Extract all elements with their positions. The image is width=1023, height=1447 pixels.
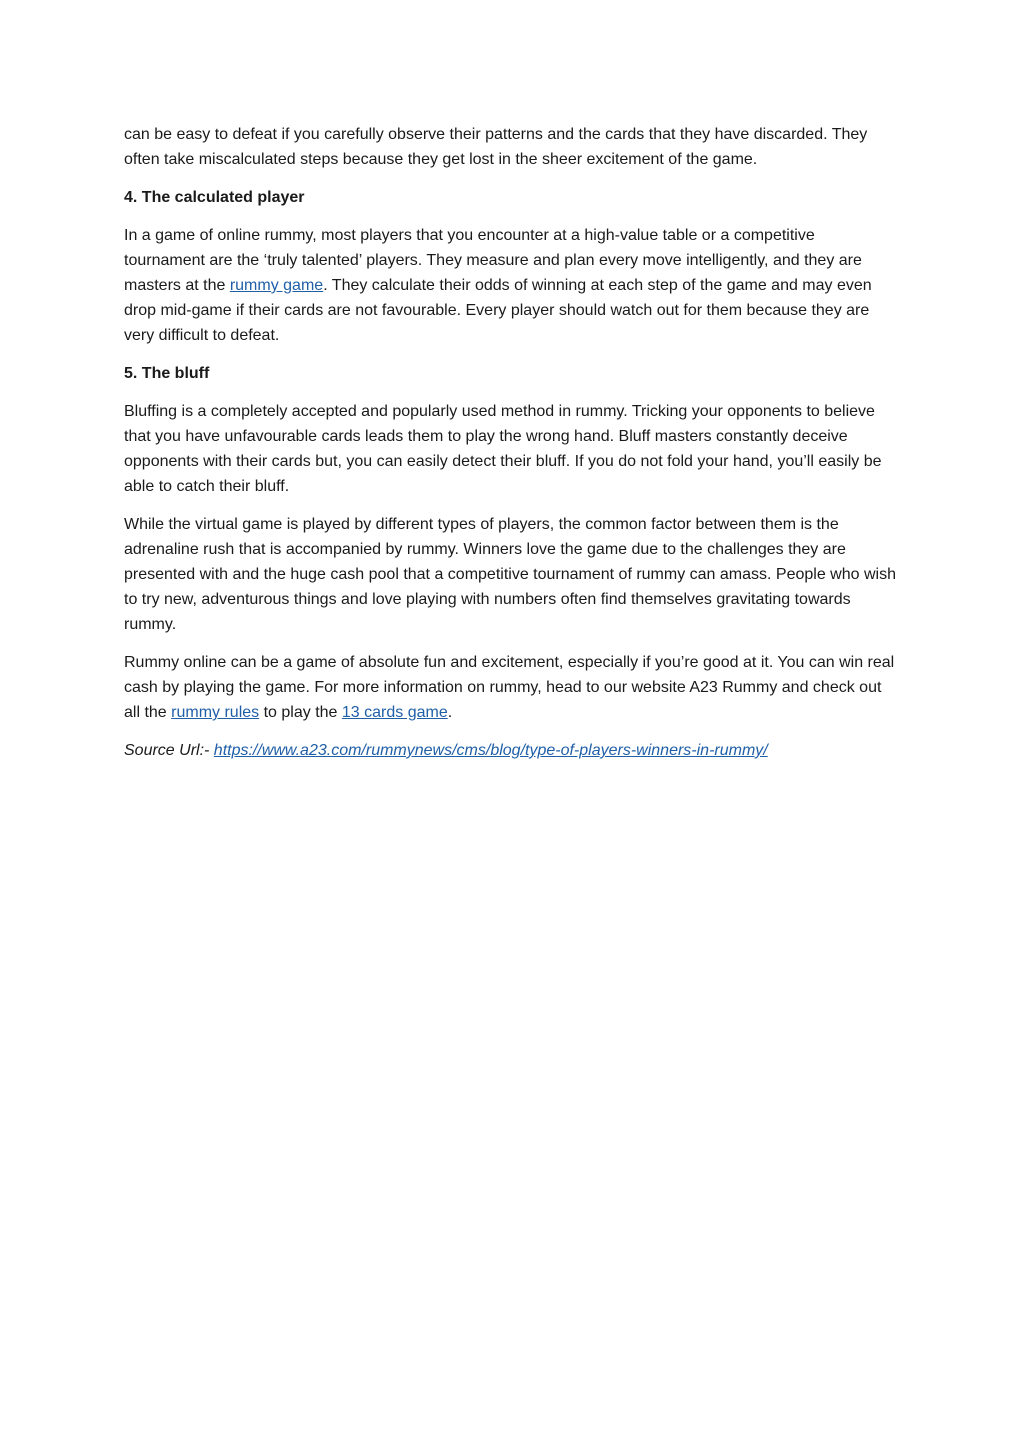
source-url-link[interactable]: https://www.a23.com/rummynews/cms/blog/type-of-players-winners-in-rummy/	[213, 742, 768, 759]
final-text-start: Rummy online can be a game of absolute fun and excitement, especially if you’re good at it. You can win real cash by playing the game. For more information on rummy, head to our website A23 Rummy and check out all the	[124, 654, 895, 721]
section-heading-bluff: 5. The bluff	[124, 365, 210, 382]
calculated-player-text-end: . They calculate their odds of winning at each step of the game and may even drop mid-game if their cards are not favourable. Every player should watch out for them because they are very difficult to defeat.	[124, 277, 872, 344]
calculated-player-paragraph	[124, 223, 899, 348]
final-paragraph	[124, 650, 899, 725]
final-text-middle: to play the	[259, 704, 342, 721]
intro-paragraph: can be easy to defeat if you carefully observe their patterns and the cards that they have discarded. They often take miscalculated steps because they get lost in the sheer excitement of the game.	[124, 126, 868, 168]
13-cards-game-link[interactable]: 13 cards game	[341, 704, 448, 721]
closing-paragraph: While the virtual game is played by different types of players, the common factor between them is the adrenaline rush that is accompanied by rummy. Winners love the game due to the challenges they are presented with and the huge cash pool that a competitive tournament of rummy can amass. People who wish to try new, adventurous things and love playing with numbers often find themselves gravitating towards rummy.	[124, 516, 896, 633]
section-heading-calculated-player: 4. The calculated player	[124, 189, 305, 206]
source-url-label: Source Url:-	[124, 742, 214, 759]
source-url-line	[124, 738, 899, 763]
final-text-end: .	[447, 704, 453, 721]
bluff-paragraph: Bluffing is a completely accepted and popularly used method in rummy. Tricking your opponents to believe that you have unfavourable cards leads them to play the wrong hand. Bluff masters constantly deceive opponents with their cards but, you can easily detect their bluff. If you do not fold your hand, you’ll easily be able to catch their bluff.	[124, 403, 882, 495]
rummy-rules-link[interactable]: rummy rules	[171, 704, 260, 721]
calculated-player-text-start: In a game of online rummy, most players that you encounter at a high-value table or a competitive tournament are the ‘truly talented’ players. They measure and plan every move intelligently, and they are masters at the	[124, 227, 862, 294]
rummy-game-link[interactable]: rummy game	[229, 277, 324, 294]
document-body	[124, 122, 899, 763]
